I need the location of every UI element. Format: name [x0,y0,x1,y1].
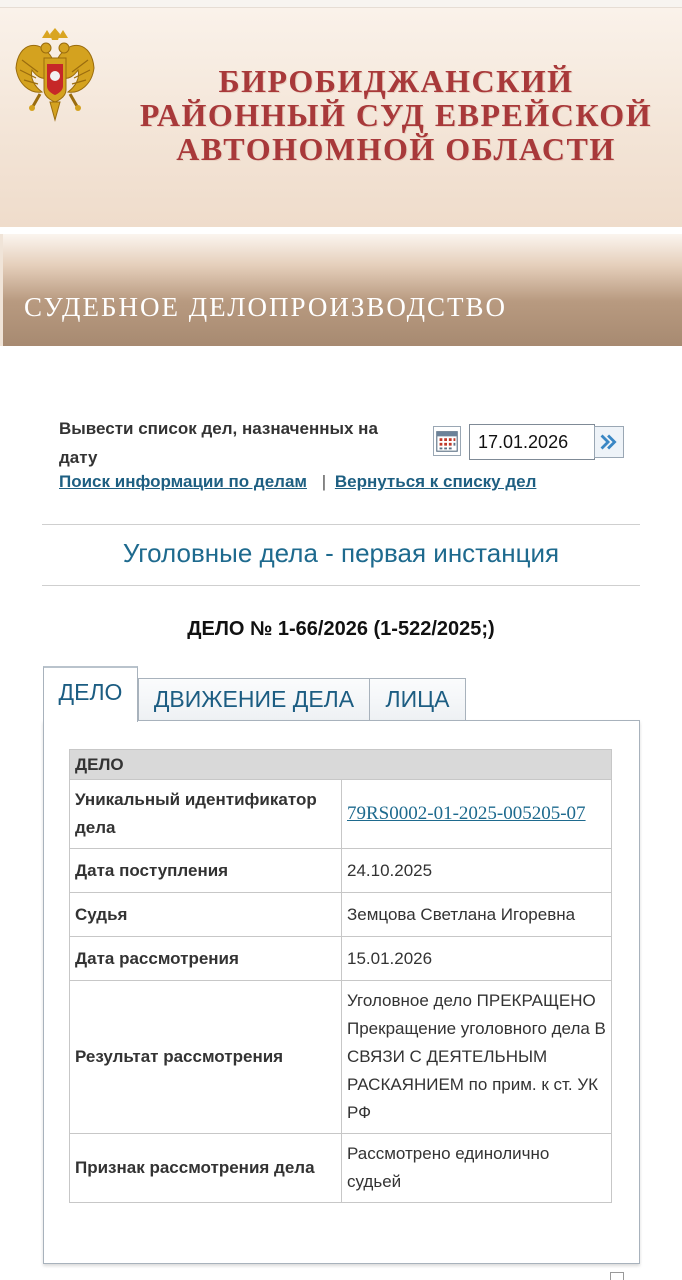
court-title-line-3: АВТОНОМНОЙ ОБЛАСТИ [176,131,616,167]
row-value: Уголовное дело ПРЕКРАЩЕНО Прекращение уголовного дела В СВЯЗИ С ДЕЯТЕЛЬНЫМ РАСКАЯНИЕМ по прим. к ст. УК РФ [342,981,612,1134]
date-filter-label: Вывести список дел, назначенных на дату [59,419,378,467]
row-key: Дата поступления [70,849,342,893]
row-value: Земцова Светлана Игоревна [342,893,612,937]
date-input[interactable]: 17.01.2026 [469,424,595,460]
section-title: СУДЕБНОЕ ДЕЛОПРОИЗВОДСТВО [24,292,508,322]
back-to-list-link[interactable]: Вернуться к списку дел [334,472,537,491]
top-strip [0,0,682,8]
table-header: ДЕЛО [70,750,612,780]
case-info-table [69,749,612,1203]
tab-case[interactable]: ДЕЛО [43,666,138,722]
nav-links [59,472,536,492]
table-header-row [70,750,612,780]
court-title [110,64,682,166]
search-cases-link[interactable]: Поиск информации по делам [59,472,307,491]
table-row [70,981,612,1134]
table-row [70,849,612,893]
row-key: Судья [70,893,342,937]
tab-case-movement[interactable]: ДВИЖЕНИЕ ДЕЛА [138,678,370,721]
case-number: ДЕЛО № 1-66/2026 (1-522/2025;) [187,618,495,640]
row-key: Уникальный идентификатор дела [70,780,342,849]
links-separator: | [321,472,327,491]
divider-top [42,524,640,525]
row-value [342,780,612,849]
court-title-line-1: БИРОБИДЖАНСКИЙ [218,63,574,99]
table-row [70,1134,612,1203]
section-band [0,234,682,346]
divider-bottom [42,585,640,586]
table-row [70,937,612,981]
case-type-heading: Уголовные дела - первая инстанция [122,538,560,568]
row-key: Дата рассмотрения [70,937,342,981]
table-row [70,893,612,937]
row-value: 24.10.2025 [342,849,612,893]
tab-persons[interactable]: ЛИЦА [369,678,466,721]
court-title-line-2: РАЙОННЫЙ СУД ЕВРЕЙСКОЙ [139,97,653,133]
double-chevron-right-icon[interactable] [594,426,624,458]
row-value: Рассмотрено единолично судьей [342,1134,612,1203]
row-key: Признак рассмотрения дела [70,1134,342,1203]
calendar-icon[interactable] [433,426,461,456]
unique-id-link[interactable]: 79RS0002-01-2025-005205-07 [347,803,586,824]
site-header [0,8,682,230]
row-value: 15.01.2026 [342,937,612,981]
table-row [70,780,612,849]
print-icon[interactable] [610,1272,624,1280]
coat-of-arms-icon [12,28,98,126]
row-key: Результат рассмотрения [70,981,342,1134]
